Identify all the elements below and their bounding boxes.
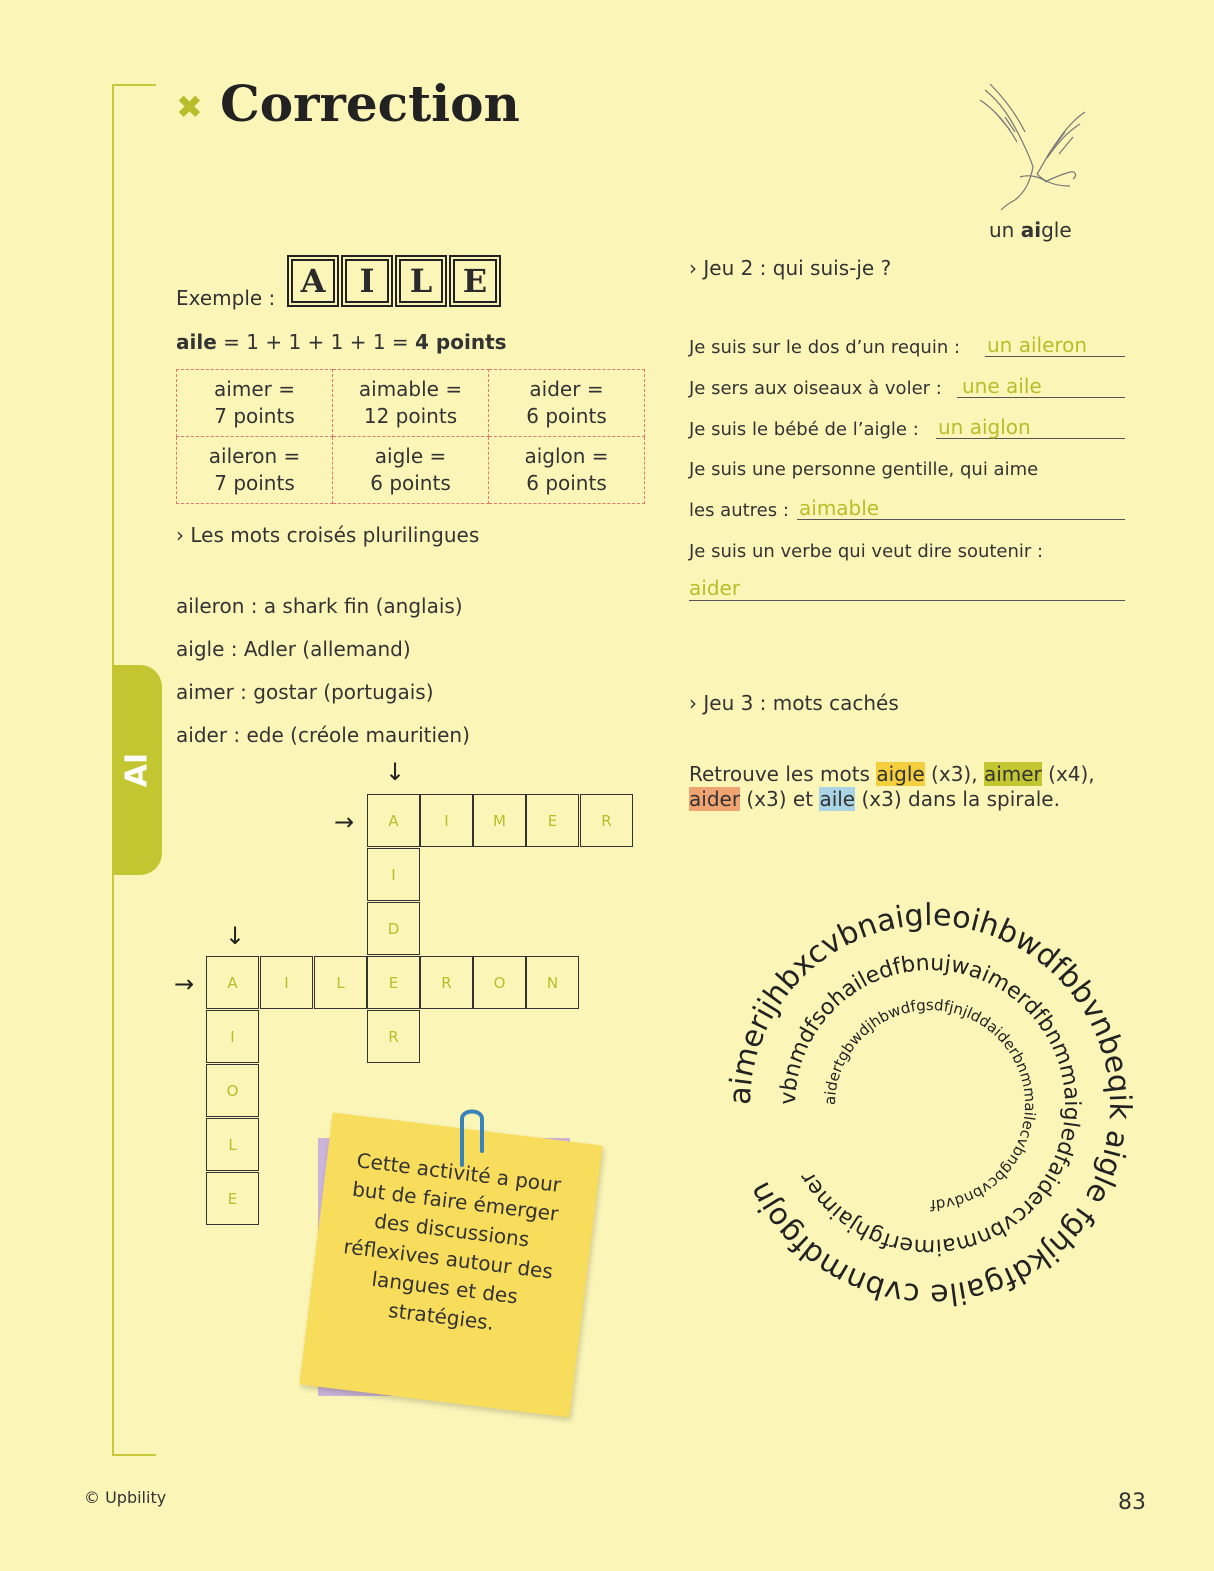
page-number: 83 xyxy=(1118,1490,1146,1515)
eagle-icon xyxy=(975,82,1090,212)
crossword-cell: E xyxy=(206,1172,259,1225)
word-spiral xyxy=(700,880,1160,1330)
down-arrow-icon: ↓ xyxy=(225,922,246,950)
answer: un aileron xyxy=(987,333,1088,357)
crossword-cell: A xyxy=(367,794,420,847)
right-arrow-icon: → xyxy=(334,808,355,836)
question: Je suis un verbe qui veut dire soutenir : xyxy=(689,541,1044,562)
section-heading-jeu2: › Jeu 2 : qui suis-je ? xyxy=(689,256,892,280)
crossword-cell: L xyxy=(314,956,367,1009)
section-tab: AI xyxy=(112,665,162,875)
letter-tile: I xyxy=(341,255,393,307)
crossword-cell: N xyxy=(526,956,579,1009)
spiral-ring-inner: aidertgbwdjhbwdfgsdfjnjlddaiderbnmmailecvbngbcvbndvdf xyxy=(820,995,1040,1215)
translation-item: aider : ede (créole mauritien) xyxy=(176,723,470,747)
section-heading-crosswords: › Les mots croisés plurilingues xyxy=(176,523,480,547)
crossword-cell: I xyxy=(367,848,420,901)
answer-line xyxy=(689,600,1125,601)
points-line: aile = 1 + 1 + 1 + 1 = 4 points xyxy=(176,330,507,354)
crossword-cell: O xyxy=(473,956,526,1009)
crossword-cell: D xyxy=(367,902,420,955)
question: Je sers aux oiseaux à voler : xyxy=(689,378,942,399)
crossword-cell: A xyxy=(206,956,259,1009)
spiral-ring-middle: vbnmdfsohailedfbnujwaimerdfbnmmaigledfaidercvbnmaimerfghjaimer xyxy=(775,950,1085,1260)
answer: aimable xyxy=(799,496,880,520)
answer: un aiglon xyxy=(938,415,1031,439)
crossword-cell: O xyxy=(206,1064,259,1117)
crossword-cell: R xyxy=(420,956,473,1009)
close-x-icon: ✖ xyxy=(176,88,203,126)
question: les autres : xyxy=(689,500,789,521)
translation-item: aigle : Adler (allemand) xyxy=(176,637,411,661)
letter-tile: A xyxy=(287,255,339,307)
letter-tile: L xyxy=(395,255,447,307)
spiral-ring-outer: aimerijhbxcvbnaigleoihbwdfbbvnbeqik aigle fghjkdfgaile cvbnmdfgojn xyxy=(722,897,1138,1313)
right-arrow-icon: → xyxy=(174,970,195,998)
crossword-cell: I xyxy=(420,794,473,847)
copyright: © Upbility xyxy=(84,1488,167,1507)
answer: aider xyxy=(689,576,741,600)
crossword-cell: M xyxy=(473,794,526,847)
question: Je suis le bébé de l’aigle : xyxy=(689,419,919,440)
note-text: Cette activité a pour but de faire émerger des discussions réflexives autour des langues et des stratégies. xyxy=(342,1148,563,1335)
points-table xyxy=(176,369,645,504)
example-label: Exemple : xyxy=(176,286,276,310)
crossword-cell: I xyxy=(260,956,313,1009)
table-cell: aileron = 7 points xyxy=(177,437,333,504)
translation-item: aileron : a shark fin (anglais) xyxy=(176,594,463,618)
question: Je suis une personne gentille, qui aime xyxy=(689,459,1039,480)
question: Je suis sur le dos d’un requin : xyxy=(689,337,961,358)
table-cell: aiglon = 6 points xyxy=(489,437,645,504)
crossword-cell: L xyxy=(206,1118,259,1171)
crossword-cell: I xyxy=(206,1010,259,1063)
page-title: Correction xyxy=(220,74,520,133)
crossword-cell: R xyxy=(367,1010,420,1063)
answer: une aile xyxy=(962,374,1042,398)
crossword-cell: E xyxy=(367,956,420,1009)
crossword-cell: E xyxy=(526,794,579,847)
translation-item: aimer : gostar (portugais) xyxy=(176,680,434,704)
section-heading-jeu3: › Jeu 3 : mots cachés xyxy=(689,691,899,715)
eagle-caption: un aigle xyxy=(989,218,1072,242)
jeu3-instructions: Retrouve les mots aigle (x3), aimer (x4), aider (x3) et aile (x3) dans la spirale. xyxy=(689,762,1095,811)
table-cell: aigle = 6 points xyxy=(333,437,489,504)
table-cell: aimable = 12 points xyxy=(333,370,489,437)
down-arrow-icon: ↓ xyxy=(385,758,406,786)
letter-tile: E xyxy=(449,255,501,307)
table-cell: aimer = 7 points xyxy=(177,370,333,437)
table-cell: aider = 6 points xyxy=(489,370,645,437)
crossword-cell: R xyxy=(580,794,633,847)
